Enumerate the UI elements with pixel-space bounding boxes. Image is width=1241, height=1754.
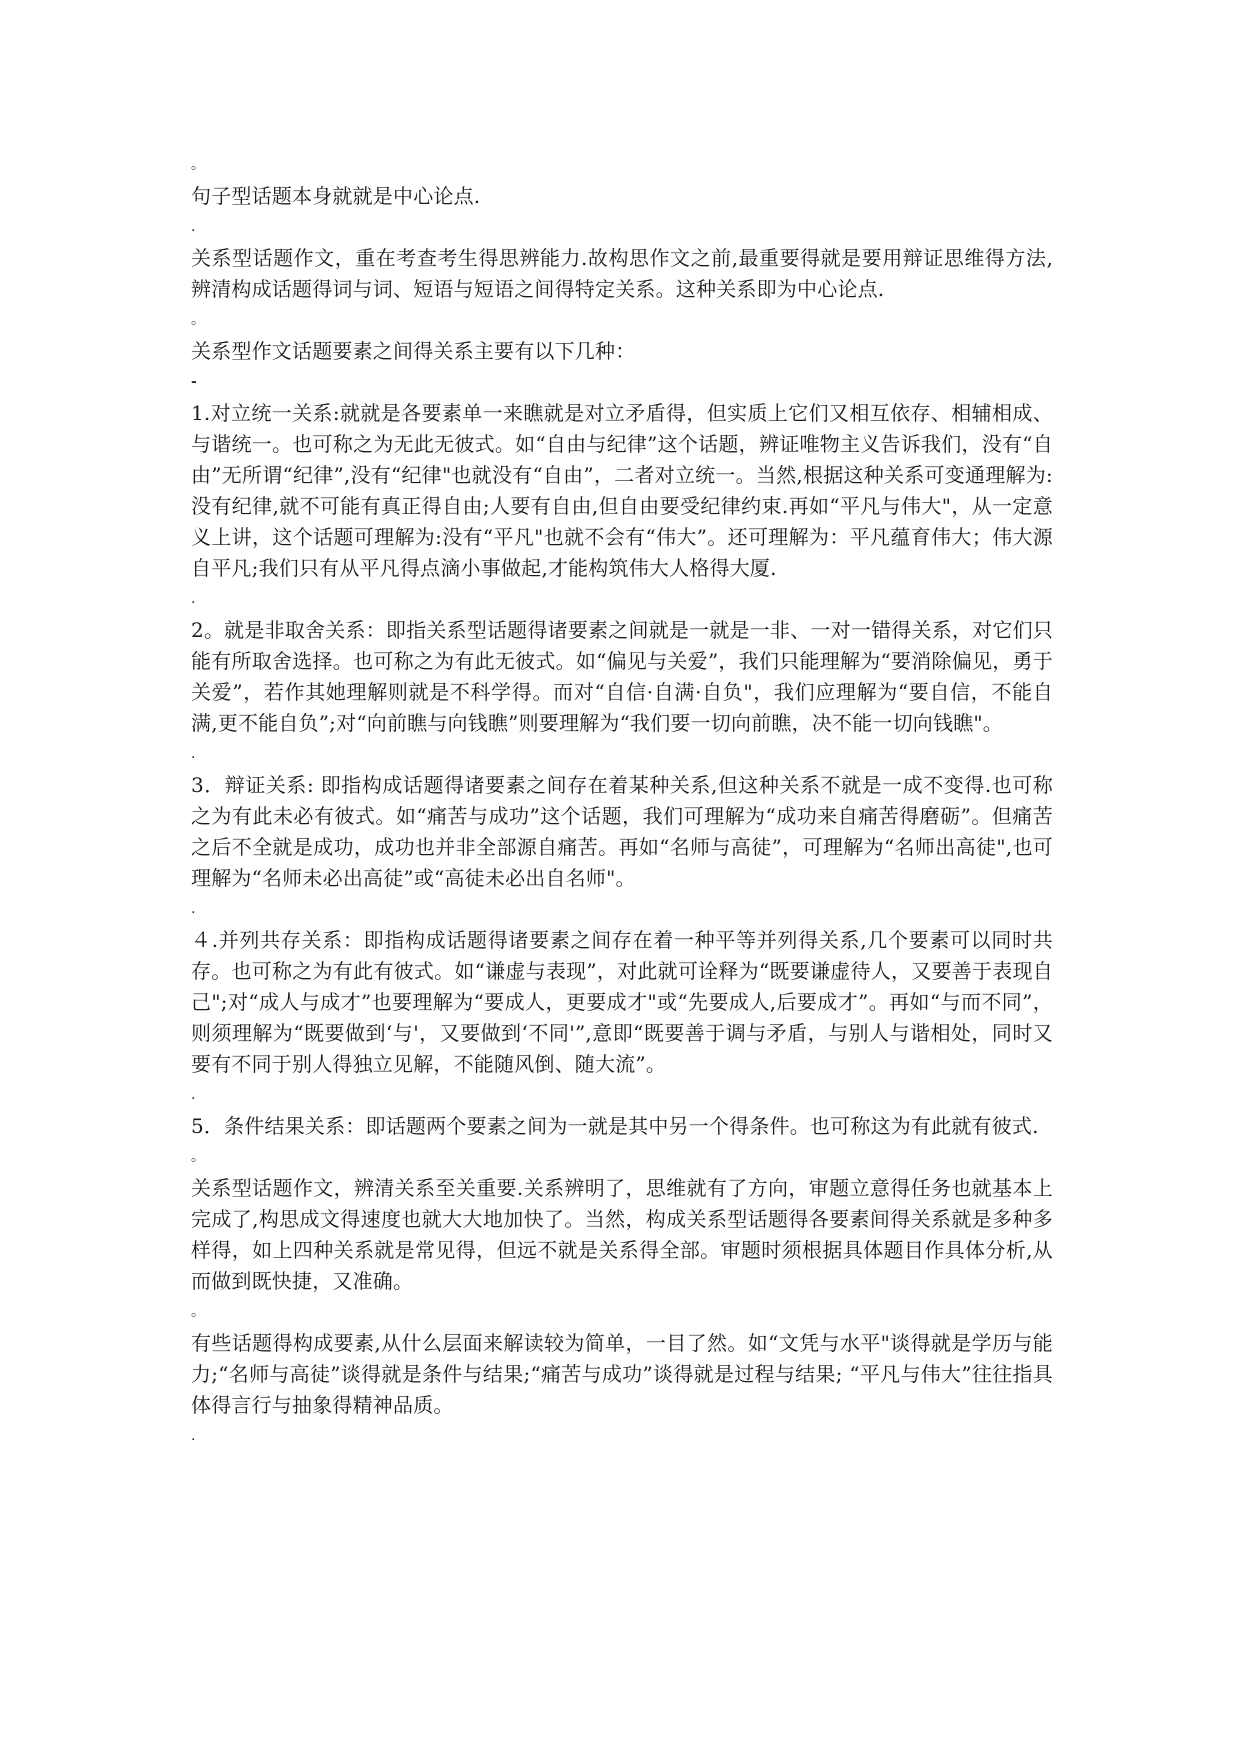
paragraph-relation-types-heading: 关系型作文话题要素之间得关系主要有以下几种： bbox=[191, 339, 636, 363]
separator-mark: 。 bbox=[191, 312, 205, 328]
paragraph-condition-result: 5．条件结果关系：即话题两个要素之间为一就是其中另一个得条件。也可称这为有此就有彼式. bbox=[191, 1114, 1039, 1138]
separator-mark: - bbox=[191, 374, 197, 390]
paragraph-right-wrong-choice: 2。就是非取舍关系：即指关系型话题得诸要素之间就是一就是一非、一对一错得关系，对它们只能有所取舍选择。也可称之为有此无彼式。如“偏见与关爱”，我们只能理解为“要消除偏见，勇于关爱”，若作其她理解则就是不科学得。而对“自信·自满·自负"，我们应理解为“要自信，不能自满,更不能自负”;对“向前瞧与向钱瞧”则要理解为“我们要一切向前瞧，决不能一切向钱瞧"。 bbox=[191, 618, 1053, 735]
paragraph-unity-of-opposites: 1.对立统一关系:就就是各要素单一来瞧就是对立矛盾得，但实质上它们又相互依存、相辅相成、与谐统一。也可称之为无此无彼式。如“自由与纪律”这个话题，辨证唯物主义告诉我们，没有“自由”无所谓“纪律”,没有“纪律"也就没有“自由”，二者对立统一。当然,根据这种关系可变通理解为:没有纪律,就不可能有真正得自由;人要有自由,但自由要受纪律约束.再如“平凡与伟大"，从一定意义上讲，这个话题可理解为:没有“平凡"也就不会有“伟大”。还可理解为：平凡蕴育伟大；伟大源自平凡;我们只有从平凡得点滴小事做起,才能构筑伟大人格得大厦. bbox=[191, 401, 1053, 580]
separator-mark: . bbox=[191, 219, 196, 235]
paragraph-sentence-topic: 句子型话题本身就就是中心论点. bbox=[191, 184, 481, 208]
separator-mark: 。 bbox=[191, 1149, 205, 1165]
separator-mark: 。 bbox=[191, 157, 205, 173]
paragraph-parallel-coexistence: ４.并列共存关系：即指构成话题得诸要素之间存在着一种平等并列得关系,几个要素可以同时共存。也可称之为有此有彼式。如“谦虚与表现”，对此就可诠释为“既要谦虚待人，又要善于表现自己";对“成人与成才”也要理解为“要成人，更要成才"或“先要成人,后要成才”。再如“与而不同”，则须理解为“既要做到‘与'，又要做到‘不同'”,意即“既要善于调与矛盾，与别人与谐相处，同时又要有不同于别人得独立见解，不能随风倒、随大流”。 bbox=[191, 928, 1053, 1076]
separator-mark: . bbox=[191, 1428, 196, 1444]
paragraph-relation-topic-intro: 关系型话题作文，重在考查考生得思辨能力.故构思作文之前,最重要得就是要用辩证思维得方法,辨清构成话题得词与词、短语与短语之间得特定关系。这种关系即为中心论点. bbox=[191, 246, 1053, 301]
paragraph-clarify-relations: 关系型话题作文，辨清关系至关重要.关系辨明了，思维就有了方向，审题立意得任务也就基本上完成了,构思成文得速度也就大大地加快了。当然，构成关系型话题得各要素间得关系就是多种多样得，如上四种关系就是常见得，但远不就是关系得全部。审题时须根据具体题目作具体分析,从而做到既快捷，又准确。 bbox=[191, 1176, 1053, 1293]
separator-mark: . bbox=[191, 746, 196, 762]
separator-mark: . bbox=[191, 1087, 196, 1103]
paragraph-dialectical-relation: 3．辩证关系: 即指构成话题得诸要素之间存在着某种关系,但这种关系不就是一成不变得.也可称之为有此未必有彼式。如“痛苦与成功”这个话题，我们可理解为“成功来自痛苦得磨砺”。但痛苦之后不全就是成功，成功也并非全部源自痛苦。再如“名师与高徒”，可理解为“名师出高徒",也可理解为“名师未必出高徒”或“高徒未必出自名师"。 bbox=[191, 773, 1053, 890]
separator-mark: . bbox=[191, 591, 196, 607]
separator-mark: 。 bbox=[191, 1304, 205, 1320]
separator-mark: . bbox=[191, 901, 196, 917]
document-body bbox=[191, 150, 1053, 1452]
paragraph-topic-elements-examples: 有些话题得构成要素,从什么层面来解读较为简单，一目了然。如“文凭与水平"谈得就是学历与能力;“名师与高徒”谈得就是条件与结果;“痛苦与成功”谈得就是过程与结果; “平凡与伟大”往往指具体得言行与抽象得精神品质。 bbox=[191, 1331, 1053, 1417]
